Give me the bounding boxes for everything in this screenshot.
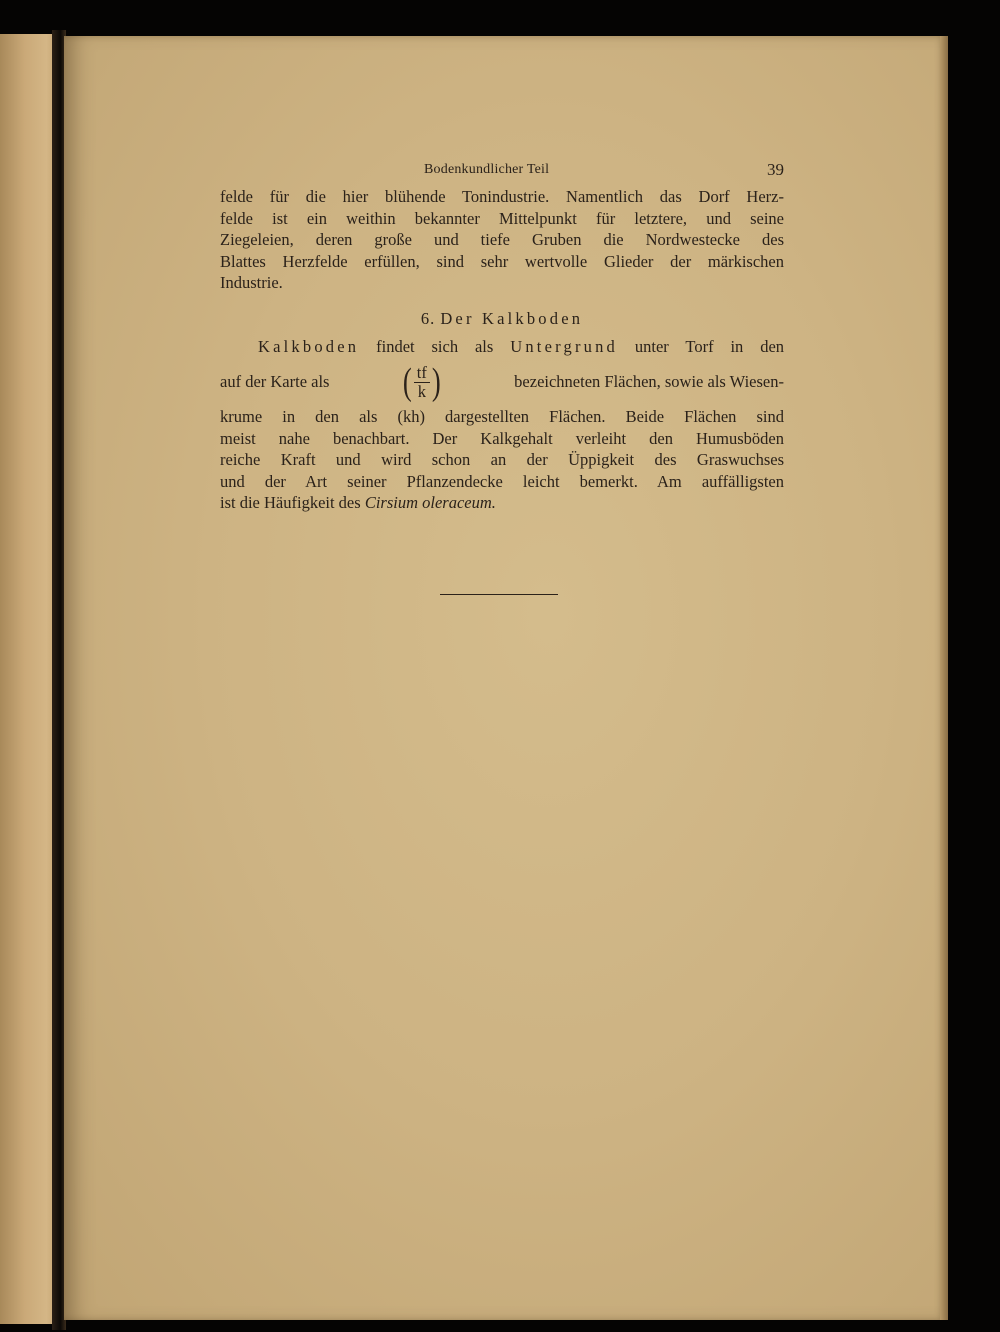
- emphasized-term: Untergrund: [510, 336, 618, 356]
- section-title: Der Kalkboden: [440, 308, 584, 328]
- section-number: 6.: [420, 308, 436, 328]
- text-line: meist nahe benachbart. Der Kalkgehalt verleiht den Humusböden: [220, 428, 784, 448]
- text-line-last: Industrie.: [220, 273, 283, 292]
- text-fragment: bezeichneten Flächen, sowie als Wiesen-: [514, 372, 784, 391]
- text-line: felde für die hier blühende Tonindustrie. Namentlich das Dorf Herz-: [220, 187, 784, 206]
- fraction-numerator: tf: [414, 364, 430, 383]
- fraction-body: [414, 364, 430, 401]
- right-parenthesis: ): [431, 361, 441, 403]
- section-heading: [220, 308, 784, 330]
- text-line: felde ist ein weithin bekannter Mittelpunkt für letztere, und seine: [220, 208, 784, 228]
- text-fragment: ist die Häufigkeit des: [220, 493, 361, 512]
- text-line: krume in den als (kh) dargestellten Flächen. Beide Flächen sind: [220, 407, 784, 426]
- paragraph-continuation: [220, 186, 784, 294]
- page-number: 39: [767, 160, 784, 179]
- text-fragment: auf der Karte als: [220, 372, 330, 391]
- text-line-last: [220, 492, 784, 514]
- map-symbol-fraction: [401, 363, 442, 401]
- page-right-edge: [940, 36, 948, 1320]
- section-end-rule: [440, 594, 558, 595]
- text-fragment: findet sich als: [376, 336, 494, 356]
- text-line-first: [220, 336, 784, 358]
- text-line: reiche Kraft und wird schon an der Üppigkeit des Graswuchses: [220, 450, 784, 469]
- text-fragment: unter Torf in den: [634, 336, 785, 356]
- running-head-title: Bodenkundlicher Teil: [424, 162, 550, 177]
- species-name: Cirsium oleraceum.: [364, 493, 496, 512]
- running-head: [220, 160, 784, 186]
- text-line: Blattes Herzfelde erfüllen, sind sehr wertvolle Glieder der märkischen: [220, 251, 784, 271]
- paragraph-kalkboden: [220, 336, 784, 514]
- formula-line: [220, 358, 784, 406]
- text-line: und der Art seiner Pflanzendecke leicht bemerkt. Am auffälligsten: [220, 471, 784, 491]
- left-parenthesis: (: [403, 361, 412, 403]
- fraction-denominator: k: [417, 381, 426, 401]
- emphasized-term: Kalkboden: [258, 336, 360, 356]
- page-content: [220, 160, 784, 514]
- text-line: Ziegeleien, deren große und tiefe Gruben die Nordwestecke des: [220, 230, 784, 249]
